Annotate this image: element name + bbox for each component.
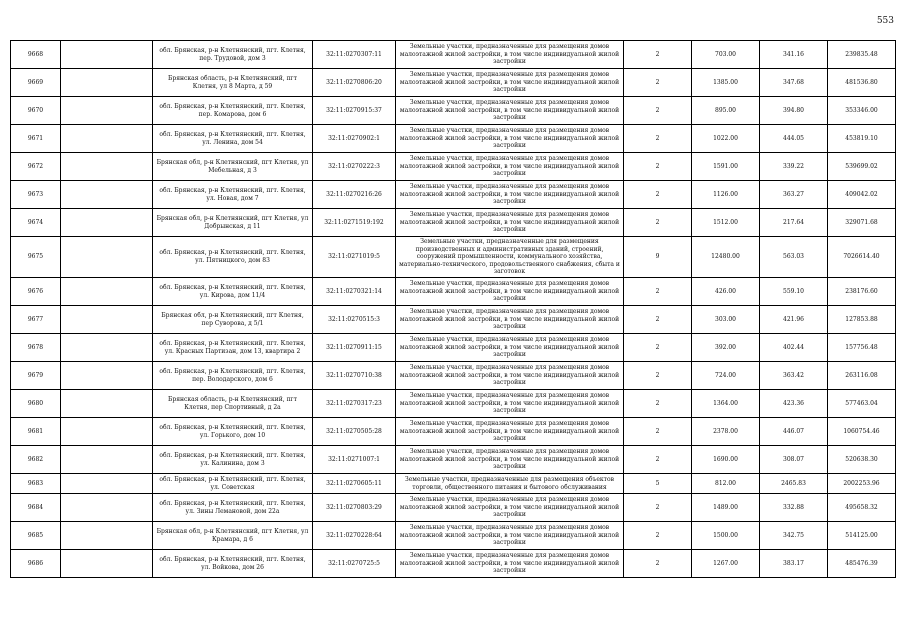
row-category-code: 5	[624, 474, 692, 494]
row-blank-cell	[61, 494, 153, 522]
table-row	[11, 522, 896, 550]
row-index: 9683	[11, 474, 61, 494]
table-row	[11, 153, 896, 181]
row-cadastral-number: 32:11:0270505:28	[313, 418, 396, 446]
row-area: 1385.00	[692, 69, 760, 97]
row-cadastral-value: 1060754.46	[828, 418, 896, 446]
row-index: 9686	[11, 550, 61, 578]
row-category-code: 9	[624, 237, 692, 278]
row-blank-cell	[61, 550, 153, 578]
row-specific-value: 559.10	[760, 278, 828, 306]
row-index: 9670	[11, 97, 61, 125]
row-area: 12480.00	[692, 237, 760, 278]
row-cadastral-number: 32:11:0270915:37	[313, 97, 396, 125]
table-row	[11, 390, 896, 418]
row-area: 2378.00	[692, 418, 760, 446]
table-row	[11, 209, 896, 237]
row-category-code: 2	[624, 153, 692, 181]
row-category-code: 2	[624, 97, 692, 125]
row-specific-value: 341.16	[760, 41, 828, 69]
row-blank-cell	[61, 181, 153, 209]
row-land-use: Земельные участки, предназначенные для размещения домов малоэтажной жилой застройки, в том числе индивидуальной жилой застройки	[396, 181, 624, 209]
table-row	[11, 474, 896, 494]
row-specific-value: 342.75	[760, 522, 828, 550]
row-blank-cell	[61, 446, 153, 474]
row-land-use: Земельные участки, предназначенные для размещения домов малоэтажной жилой застройки, в том числе индивидуальной жилой застройки	[396, 278, 624, 306]
row-cadastral-number: 32:11:0271519:192	[313, 209, 396, 237]
row-cadastral-number: 32:11:0270725:5	[313, 550, 396, 578]
row-area: 1022.00	[692, 125, 760, 153]
row-index: 9681	[11, 418, 61, 446]
row-land-use: Земельные участки, предназначенные для размещения домов малоэтажной жилой застройки, в том числе индивидуальной жилой застройки	[396, 494, 624, 522]
table-row	[11, 334, 896, 362]
row-cadastral-value: 485476.39	[828, 550, 896, 578]
row-address: обл. Брянская, р-н Клетнянский, пгт. Клетня, ул. Пятницкого, дом 83	[153, 237, 313, 278]
row-category-code: 2	[624, 362, 692, 390]
row-land-use: Земельные участки, предназначенные для размещения домов малоэтажной жилой застройки, в том числе индивидуальной жилой застройки	[396, 209, 624, 237]
row-specific-value: 363.42	[760, 362, 828, 390]
row-category-code: 2	[624, 306, 692, 334]
row-cadastral-number: 32:11:0270307:11	[313, 41, 396, 69]
row-area: 1126.00	[692, 181, 760, 209]
row-index: 9668	[11, 41, 61, 69]
row-cadastral-value: 127853.88	[828, 306, 896, 334]
row-area: 1489.00	[692, 494, 760, 522]
row-address: обл. Брянская, р-н Клетнянский, пгт. Клетня, ул. Кирова, дом 11/4	[153, 278, 313, 306]
row-specific-value: 402.44	[760, 334, 828, 362]
cadastral-value-table	[10, 40, 896, 578]
row-land-use: Земельные участки, предназначенные для размещения домов малоэтажной жилой застройки, в том числе индивидуальной жилой застройки	[396, 125, 624, 153]
table-row	[11, 97, 896, 125]
row-specific-value: 363.27	[760, 181, 828, 209]
row-index: 9682	[11, 446, 61, 474]
row-category-code: 2	[624, 446, 692, 474]
row-blank-cell	[61, 522, 153, 550]
table-row	[11, 69, 896, 97]
row-address: обл. Брянская, р-н Клетнянский, пгт. Клетня, пер. Трудовой, дом 3	[153, 41, 313, 69]
table-row	[11, 494, 896, 522]
row-specific-value: 332.88	[760, 494, 828, 522]
row-category-code: 2	[624, 41, 692, 69]
row-land-use: Земельные участки, предназначенные для размещения домов малоэтажной жилой застройки, в том числе индивидуальной жилой застройки	[396, 153, 624, 181]
row-area: 724.00	[692, 362, 760, 390]
row-area: 1267.00	[692, 550, 760, 578]
row-area: 1591.00	[692, 153, 760, 181]
row-area: 1364.00	[692, 390, 760, 418]
row-land-use: Земельные участки, предназначенные для размещения домов малоэтажной жилой застройки, в том числе индивидуальной жилой застройки	[396, 306, 624, 334]
row-specific-value: 446.07	[760, 418, 828, 446]
row-address: Брянская обл, р-н Клетнянский, пгт Клетня, ул Добрынская, д 11	[153, 209, 313, 237]
row-blank-cell	[61, 390, 153, 418]
row-land-use: Земельные участки, предназначенные для размещения домов малоэтажной жилой застройки, в том числе индивидуальной жилой застройки	[396, 97, 624, 125]
row-blank-cell	[61, 97, 153, 125]
row-cadastral-value: 2002253.96	[828, 474, 896, 494]
row-cadastral-value: 453819.10	[828, 125, 896, 153]
row-address: обл. Брянская, р-н Клетнянский, пгт. Клетня, ул. Зины Лемановой, дом 22а	[153, 494, 313, 522]
table-body	[11, 41, 896, 578]
row-cadastral-value: 239835.48	[828, 41, 896, 69]
row-area: 1690.00	[692, 446, 760, 474]
row-index: 9677	[11, 306, 61, 334]
row-address: обл. Брянская, р-н Клетнянский, пгт. Клетня, ул. Калинина, дом 3	[153, 446, 313, 474]
row-cadastral-value: 539699.02	[828, 153, 896, 181]
row-index: 9672	[11, 153, 61, 181]
row-blank-cell	[61, 69, 153, 97]
row-cadastral-value: 7026614.40	[828, 237, 896, 278]
row-cadastral-number: 32:11:0270911:15	[313, 334, 396, 362]
row-blank-cell	[61, 125, 153, 153]
row-address: обл. Брянская, р-н Клетнянский, пгт. Клетня, ул. Горького, дом 10	[153, 418, 313, 446]
row-specific-value: 423.36	[760, 390, 828, 418]
row-category-code: 2	[624, 494, 692, 522]
row-land-use: Земельные участки, предназначенные для размещения домов малоэтажной жилой застройки, в том числе индивидуальной жилой застройки	[396, 69, 624, 97]
row-index: 9685	[11, 522, 61, 550]
row-category-code: 2	[624, 418, 692, 446]
row-blank-cell	[61, 41, 153, 69]
row-index: 9675	[11, 237, 61, 278]
row-specific-value: 339.22	[760, 153, 828, 181]
row-address: Брянская область, р-н Клетнянский, пгт Клетня, ул 8 Марта, д 59	[153, 69, 313, 97]
row-cadastral-number: 32:11:0270228:64	[313, 522, 396, 550]
row-category-code: 2	[624, 69, 692, 97]
row-blank-cell	[61, 362, 153, 390]
row-cadastral-number: 32:11:0270222:3	[313, 153, 396, 181]
table-row	[11, 418, 896, 446]
row-index: 9680	[11, 390, 61, 418]
row-area: 303.00	[692, 306, 760, 334]
table-row	[11, 237, 896, 278]
page-number: 553	[876, 16, 894, 26]
row-cadastral-value: 495658.32	[828, 494, 896, 522]
row-specific-value: 217.64	[760, 209, 828, 237]
row-index: 9684	[11, 494, 61, 522]
table-row	[11, 550, 896, 578]
row-category-code: 2	[624, 125, 692, 153]
row-specific-value: 383.17	[760, 550, 828, 578]
row-category-code: 2	[624, 334, 692, 362]
row-cadastral-value: 577463.04	[828, 390, 896, 418]
row-cadastral-number: 32:11:0271007:1	[313, 446, 396, 474]
row-cadastral-value: 329071.68	[828, 209, 896, 237]
row-area: 392.00	[692, 334, 760, 362]
row-cadastral-number: 32:11:0270605:11	[313, 474, 396, 494]
row-land-use: Земельные участки, предназначенные для размещения домов малоэтажной жилой застройки, в том числе индивидуальной жилой застройки	[396, 390, 624, 418]
row-index: 9674	[11, 209, 61, 237]
row-address: Брянская область, р-н Клетнянский, пгт Клетня, пер Спортивный, д 2а	[153, 390, 313, 418]
row-cadastral-value: 263116.08	[828, 362, 896, 390]
row-address: Брянская обл, р-н Клетнянский, пгт Клетня, ул Крамара, д 6	[153, 522, 313, 550]
row-category-code: 2	[624, 209, 692, 237]
row-cadastral-number: 32:11:0270806:20	[313, 69, 396, 97]
row-blank-cell	[61, 334, 153, 362]
row-index: 9676	[11, 278, 61, 306]
row-cadastral-number: 32:11:0270317:23	[313, 390, 396, 418]
row-area: 895.00	[692, 97, 760, 125]
row-address: обл. Брянская, р-н Клетнянский, пгт. Клетня, пер. Володарского, дом 6	[153, 362, 313, 390]
row-land-use: Земельные участки, предназначенные для размещения домов малоэтажной жилой застройки, в том числе индивидуальной жилой застройки	[396, 522, 624, 550]
row-specific-value: 421.96	[760, 306, 828, 334]
row-specific-value: 444.05	[760, 125, 828, 153]
table-row	[11, 362, 896, 390]
row-area: 1500.00	[692, 522, 760, 550]
row-category-code: 2	[624, 550, 692, 578]
row-blank-cell	[61, 209, 153, 237]
table-row	[11, 306, 896, 334]
row-category-code: 2	[624, 522, 692, 550]
row-cadastral-number: 32:11:0270902:1	[313, 125, 396, 153]
table-row	[11, 278, 896, 306]
row-cadastral-number: 32:11:0271019:5	[313, 237, 396, 278]
row-cadastral-value: 481536.80	[828, 69, 896, 97]
row-land-use: Земельные участки, предназначенные для размещения домов малоэтажной жилой застройки, в том числе индивидуальной жилой застройки	[396, 362, 624, 390]
row-specific-value: 347.68	[760, 69, 828, 97]
row-blank-cell	[61, 278, 153, 306]
row-cadastral-number: 32:11:0270321:14	[313, 278, 396, 306]
row-address: обл. Брянская, р-н Клетнянский, пгт. Клетня, пер. Комарова, дом 6	[153, 97, 313, 125]
row-area: 703.00	[692, 41, 760, 69]
row-area: 426.00	[692, 278, 760, 306]
row-area: 812.00	[692, 474, 760, 494]
row-index: 9673	[11, 181, 61, 209]
row-index: 9678	[11, 334, 61, 362]
row-cadastral-value: 157756.48	[828, 334, 896, 362]
row-blank-cell	[61, 474, 153, 494]
row-land-use: Земельные участки, предназначенные для размещения домов малоэтажной жилой застройки, в том числе индивидуальной жилой застройки	[396, 446, 624, 474]
row-address: обл. Брянская, р-н Клетнянский, пгт. Клетня, ул. Советская	[153, 474, 313, 494]
row-cadastral-value: 520638.30	[828, 446, 896, 474]
row-address: обл. Брянская, р-н Клетнянский, пгт. Клетня, ул. Красных Партизан, дом 13, квартира 2	[153, 334, 313, 362]
row-index: 9671	[11, 125, 61, 153]
row-address: Брянская обл, р-н Клетнянский, пгт Клетня, пер Суворова, д 5/1	[153, 306, 313, 334]
table-row	[11, 125, 896, 153]
row-cadastral-value: 409042.02	[828, 181, 896, 209]
row-cadastral-value: 238176.60	[828, 278, 896, 306]
row-cadastral-number: 32:11:0270803:29	[313, 494, 396, 522]
row-land-use: Земельные участки, предназначенные для размещения объектов торговли, общественного питания и бытового обслуживания	[396, 474, 624, 494]
row-specific-value: 2465.83	[760, 474, 828, 494]
row-specific-value: 394.80	[760, 97, 828, 125]
row-index: 9679	[11, 362, 61, 390]
row-blank-cell	[61, 306, 153, 334]
row-address: обл. Брянская, р-н Клетнянский, пгт. Клетня, ул. Ленина, дом 54	[153, 125, 313, 153]
row-cadastral-number: 32:11:0270216:26	[313, 181, 396, 209]
row-index: 9669	[11, 69, 61, 97]
row-area: 1512.00	[692, 209, 760, 237]
row-cadastral-number: 32:11:0270710:38	[313, 362, 396, 390]
row-address: обл. Брянская, р-н Клетнянский, пгт. Клетня, ул. Новая, дом 7	[153, 181, 313, 209]
row-specific-value: 563.03	[760, 237, 828, 278]
row-blank-cell	[61, 418, 153, 446]
row-address: обл. Брянская, р-н Клетнянский, пгт. Клетня, ул. Войкова, дом 26	[153, 550, 313, 578]
row-land-use: Земельные участки, предназначенные для размещения домов малоэтажной жилой застройки, в том числе индивидуальной жилой застройки	[396, 418, 624, 446]
row-blank-cell	[61, 237, 153, 278]
row-cadastral-number: 32:11:0270515:3	[313, 306, 396, 334]
table-row	[11, 181, 896, 209]
row-specific-value: 308.07	[760, 446, 828, 474]
row-cadastral-value: 353346.00	[828, 97, 896, 125]
row-land-use: Земельные участки, предназначенные для размещения производственных и административных зданий, строений, сооружений промышленности, коммунального хозяйства, материально-технического, продовольственного снабжения, сбыта и заготовок	[396, 237, 624, 278]
row-land-use: Земельные участки, предназначенные для размещения домов малоэтажной жилой застройки, в том числе индивидуальной жилой застройки	[396, 550, 624, 578]
row-address: Брянская обл, р-н Клетнянский, пгт Клетня, ул Мебельная, д 3	[153, 153, 313, 181]
row-cadastral-value: 514125.00	[828, 522, 896, 550]
row-land-use: Земельные участки, предназначенные для размещения домов малоэтажной жилой застройки, в том числе индивидуальной жилой застройки	[396, 41, 624, 69]
row-category-code: 2	[624, 390, 692, 418]
row-category-code: 2	[624, 181, 692, 209]
row-category-code: 2	[624, 278, 692, 306]
row-land-use: Земельные участки, предназначенные для размещения домов малоэтажной жилой застройки, в том числе индивидуальной жилой застройки	[396, 334, 624, 362]
table-row	[11, 41, 896, 69]
row-blank-cell	[61, 153, 153, 181]
table-row	[11, 446, 896, 474]
